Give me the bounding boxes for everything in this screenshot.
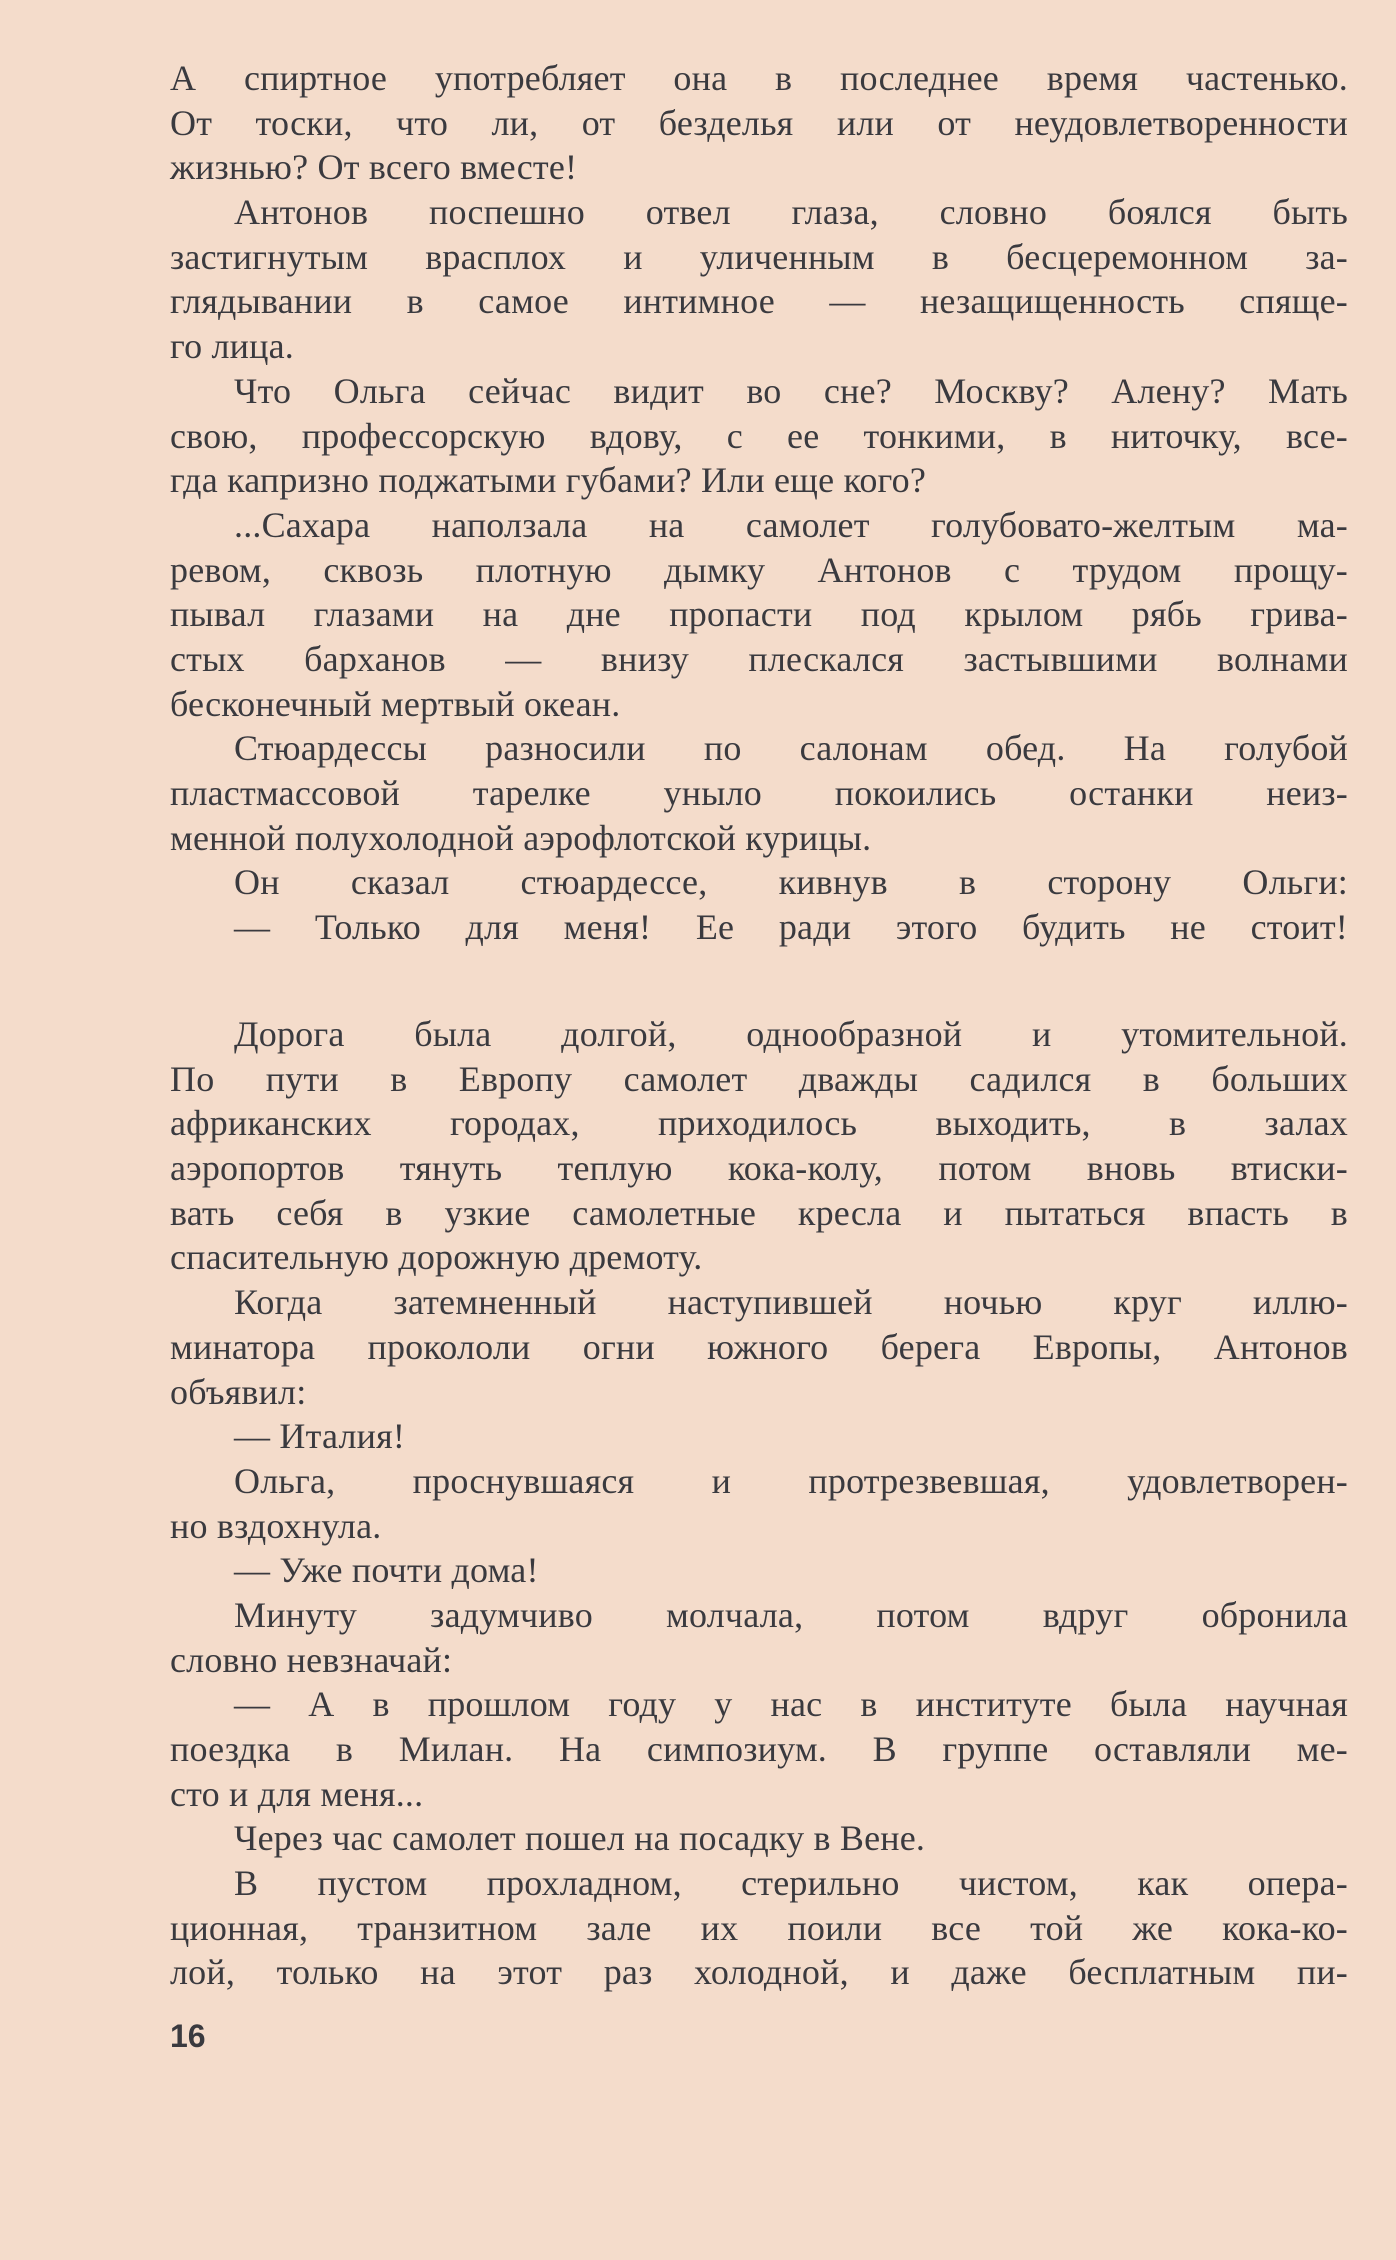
text-line: Антонов поспешно отвел глаза, словно боялся быть	[234, 192, 1348, 233]
text-line: — А в прошлом году у нас в институте была научная	[234, 1684, 1348, 1725]
text-line: Минуту задумчиво молчала, потом вдруг обронила	[234, 1594, 1348, 1635]
page-number: 16	[170, 2018, 206, 2054]
text-line: свою, профессорскую вдову, с ее тонкими, в ниточку, все-	[170, 415, 1348, 456]
text-line: лой, только на этот раз холодной, и даже бесплатным пи-	[170, 1952, 1348, 1993]
text-line: В пустом прохладном, стерильно чистом, как опера-	[234, 1863, 1348, 1904]
text-line: Стюардессы разносили по салонам обед. На голубой	[234, 728, 1348, 769]
text-line: глядывании в самое интимное — незащищенность спяще-	[170, 281, 1348, 322]
text-line: ревом, сквозь плотную дымку Антонов с трудом прощу-	[170, 549, 1348, 590]
text-line: аэропортов тянуть теплую кока-колу, потом вновь втиски-	[170, 1148, 1348, 1189]
text-line: А спиртное употребляет она в последнее время частенько.	[170, 58, 1348, 98]
text-line: По пути в Европу самолет дважды садился в больших	[170, 1058, 1348, 1099]
text-line: ционная, транзитном зале их поили все той же кока-ко-	[170, 1907, 1348, 1948]
text-line: жизнью? От всего вместе!	[170, 147, 578, 188]
text-line: минатора прокололи огни южного берега Европы, Антонов	[170, 1326, 1348, 1367]
text-line: Когда затемненный наступившей ночью круг иллю-	[234, 1282, 1348, 1323]
text-line: пывал глазами на дне пропасти под крылом рябь грива-	[170, 594, 1348, 635]
text-line: — Италия!	[234, 1416, 406, 1457]
text-line: Через час самолет пошел на посадку в Вене.	[234, 1818, 926, 1859]
text-line: Он сказал стюардессе, кивнув в сторону Ольги:	[234, 862, 1348, 903]
text-line: сто и для меня...	[170, 1773, 424, 1814]
text-line: поездка в Милан. На симпозиум. В группе оставляли ме-	[170, 1729, 1348, 1769]
text-line: но вздохнула.	[170, 1505, 382, 1546]
text-line: гда капризно поджатыми губами? Или еще кого?	[170, 460, 926, 501]
text-line: африканских городах, приходилось выходить, в залах	[170, 1103, 1348, 1144]
text-line: го лица.	[170, 326, 294, 367]
text-line: объявил:	[170, 1371, 307, 1412]
text-line: менной полухолодной аэрофлотской курицы.	[170, 817, 872, 858]
text-section-1	[170, 56, 1348, 950]
text-line: бесконечный мертвый океан.	[170, 683, 621, 724]
text-line: Что Ольга сейчас видит во сне? Москву? Алену? Мать	[234, 370, 1348, 411]
text-line: стых барханов — внизу плескался застывшими волнами	[170, 638, 1348, 679]
text-line: Ольга, проснувшаяся и протрезвевшая, удовлетворен-	[234, 1460, 1348, 1501]
text-line: словно невзначай:	[170, 1639, 453, 1680]
text-line: — Уже почти дома!	[234, 1550, 539, 1591]
text-section-2	[170, 1012, 1348, 1995]
text-line: пластмассовой тарелке уныло покоились останки неиз-	[170, 773, 1348, 813]
text-line: спасительную дорожную дремоту.	[170, 1237, 703, 1278]
text-line: Дорога была долгой, однообразной и утомительной.	[234, 1014, 1348, 1054]
text-line: вать себя в узкие самолетные кресла и пытаться впасть в	[170, 1192, 1348, 1233]
text-line: — Только для меня! Ее ради этого будить не стоит!	[234, 907, 1348, 948]
text-line: ...Сахара наползала на самолет голубовато-желтым ма-	[234, 504, 1348, 545]
text-line: От тоски, что ли, от безделья или от неудовлетворенности	[170, 102, 1348, 143]
text-line: застигнутым врасплох и уличенным в бесцеремонном за-	[170, 236, 1348, 277]
